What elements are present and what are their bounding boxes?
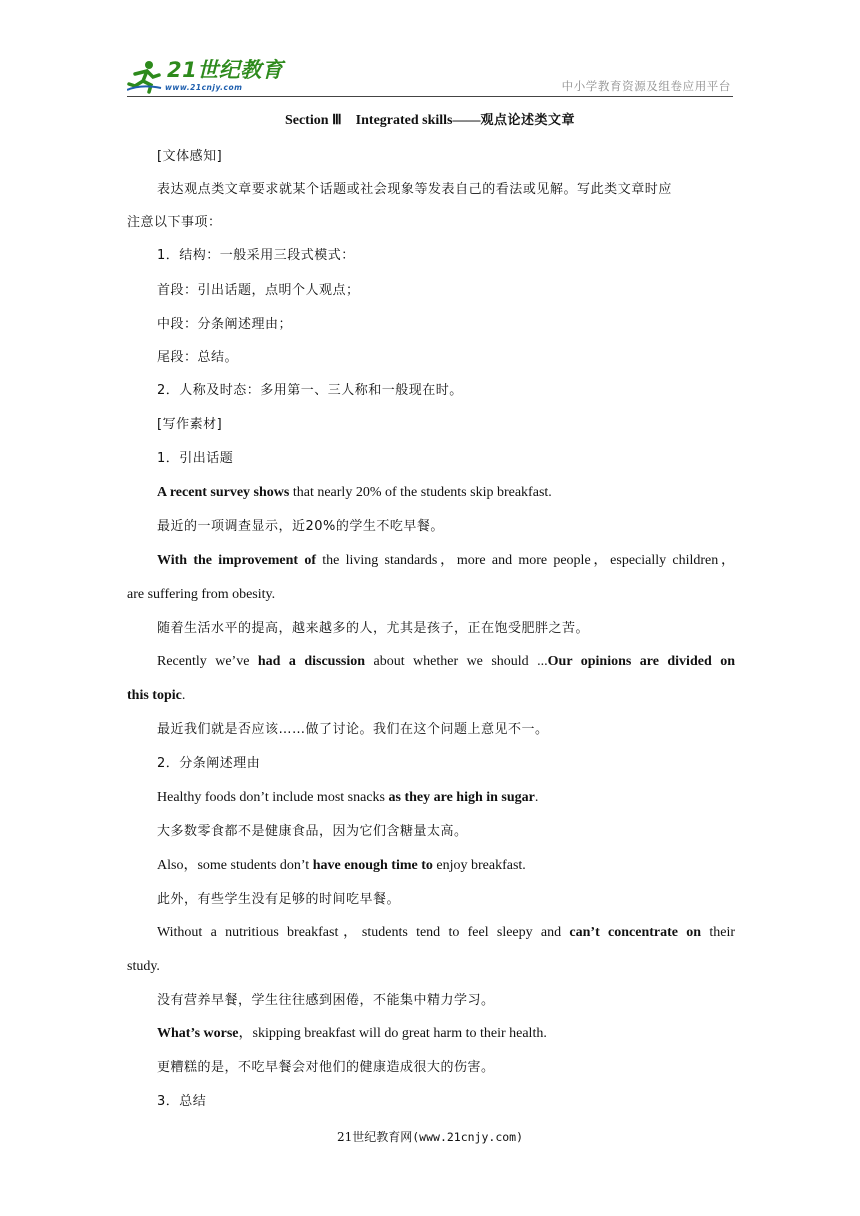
key-phrase: With the improvement of: [157, 553, 316, 568]
translation-1: 最近的一项调查显示，近20%的学生不吃早餐。: [157, 519, 444, 534]
genre-intro-line2: 注意以下事项：: [127, 215, 222, 230]
sentence-text: .: [181, 688, 186, 703]
runner-icon: [127, 60, 163, 94]
key-phrase: can’t concentrate on: [569, 925, 702, 940]
sentence-text: Without a nutritious breakfast，students tend to feel sleepy and: [157, 925, 570, 940]
example-sentence-2-line2: are suffering from obesity.: [127, 587, 276, 602]
translation-6: 没有营养早餐，学生往往感到困倦，不能集中精力学习。: [157, 993, 495, 1008]
example-sentence-4: [157, 788, 538, 808]
example-sentence-5: [157, 856, 526, 876]
genre-point-structure: 1．结构：一般采用三段式模式：: [157, 248, 355, 263]
page-footer: [0, 1129, 860, 1145]
sentence-text: that nearly 20% of the students skip breakfast.: [289, 485, 552, 500]
key-phrase: What’s worse: [157, 1026, 239, 1041]
translation-3: 最近我们就是否应该……做了讨论。我们在这个问题上意见不一。: [157, 722, 549, 737]
footer-url[interactable]: (www.21cnjy.com): [412, 1130, 524, 1144]
translation-4: 大多数零食都不是健康食品，因为它们含糖量太高。: [157, 824, 468, 839]
key-phrase: have enough time to: [312, 858, 433, 873]
site-logo[interactable]: [127, 58, 287, 96]
title-en: Section Ⅲ Integrated skills——: [284, 113, 481, 128]
translation-7: 更糟糕的是，不吃早餐会对他们的健康造成很大的伤害。: [157, 1060, 495, 1075]
subheading-introduce-topic: 1．引出话题: [157, 451, 234, 466]
subheading-summary: 3．总结: [157, 1094, 207, 1109]
genre-middle-paragraph: 中段：分条阐述理由；: [157, 317, 293, 332]
sentence-text: ，skipping breakfast will do great harm to their health.: [238, 1026, 547, 1041]
logo-url: www.21cnjy.com: [165, 83, 243, 92]
sentence-text: Recently we’ve: [157, 654, 258, 669]
genre-intro-line1: 表达观点类文章要求就某个话题或社会现象等发表自己的看法或见解。写此类文章时应: [157, 182, 672, 197]
example-sentence-3-line2: [127, 686, 185, 706]
document-title: [0, 111, 860, 131]
section-heading-material: [写作素材]: [157, 417, 223, 432]
example-sentence-6-line2: study.: [127, 959, 160, 974]
example-sentence-1: [157, 483, 552, 503]
logo-text: 21世纪教育: [167, 58, 284, 82]
sentence-text: the living standards，more and more people，especially children，: [315, 553, 735, 568]
section-heading-genre: [文体感知]: [157, 149, 223, 164]
subheading-reasons: 2．分条阐述理由: [157, 756, 261, 771]
title-zh: 观点论述类文章: [480, 113, 576, 128]
sentence-text: about whether we should ...: [365, 654, 548, 669]
page-header: [127, 56, 733, 98]
sentence-text: enjoy breakfast.: [432, 858, 526, 873]
translation-2: 随着生活水平的提高，越来越多的人，尤其是孩子，正在饱受肥胖之苦。: [157, 621, 590, 636]
header-divider: [127, 96, 733, 97]
key-phrase: as they are high in sugar: [388, 790, 535, 805]
genre-first-paragraph: 首段：引出话题，点明个人观点；: [157, 283, 360, 298]
example-sentence-6-line1: [157, 923, 735, 943]
sentence-text: their: [701, 925, 735, 940]
sentence-text: Healthy foods don’t include most snacks: [157, 790, 389, 805]
sentence-text: Also，some students don’t: [157, 858, 313, 873]
genre-point-person-tense: 2．人称及时态：多用第一、三人称和一般现在时。: [157, 383, 463, 398]
translation-5: 此外，有些学生没有足够的时间吃早餐。: [157, 892, 401, 907]
sentence-text: .: [534, 790, 539, 805]
genre-last-paragraph: 尾段：总结。: [157, 350, 239, 365]
footer-site-name: 21世纪教育网: [336, 1130, 413, 1144]
key-phrase: this topic: [127, 688, 182, 703]
header-slogan: 中小学教育资源及组卷应用平台: [561, 79, 731, 93]
example-sentence-7: [157, 1024, 547, 1044]
key-phrase: A recent survey shows: [157, 485, 290, 500]
example-sentence-2-line1: [157, 551, 735, 571]
key-phrase: had a discussion: [257, 654, 366, 669]
key-phrase: Our opinions are divided on: [547, 654, 735, 669]
example-sentence-3-line1: [157, 652, 735, 672]
